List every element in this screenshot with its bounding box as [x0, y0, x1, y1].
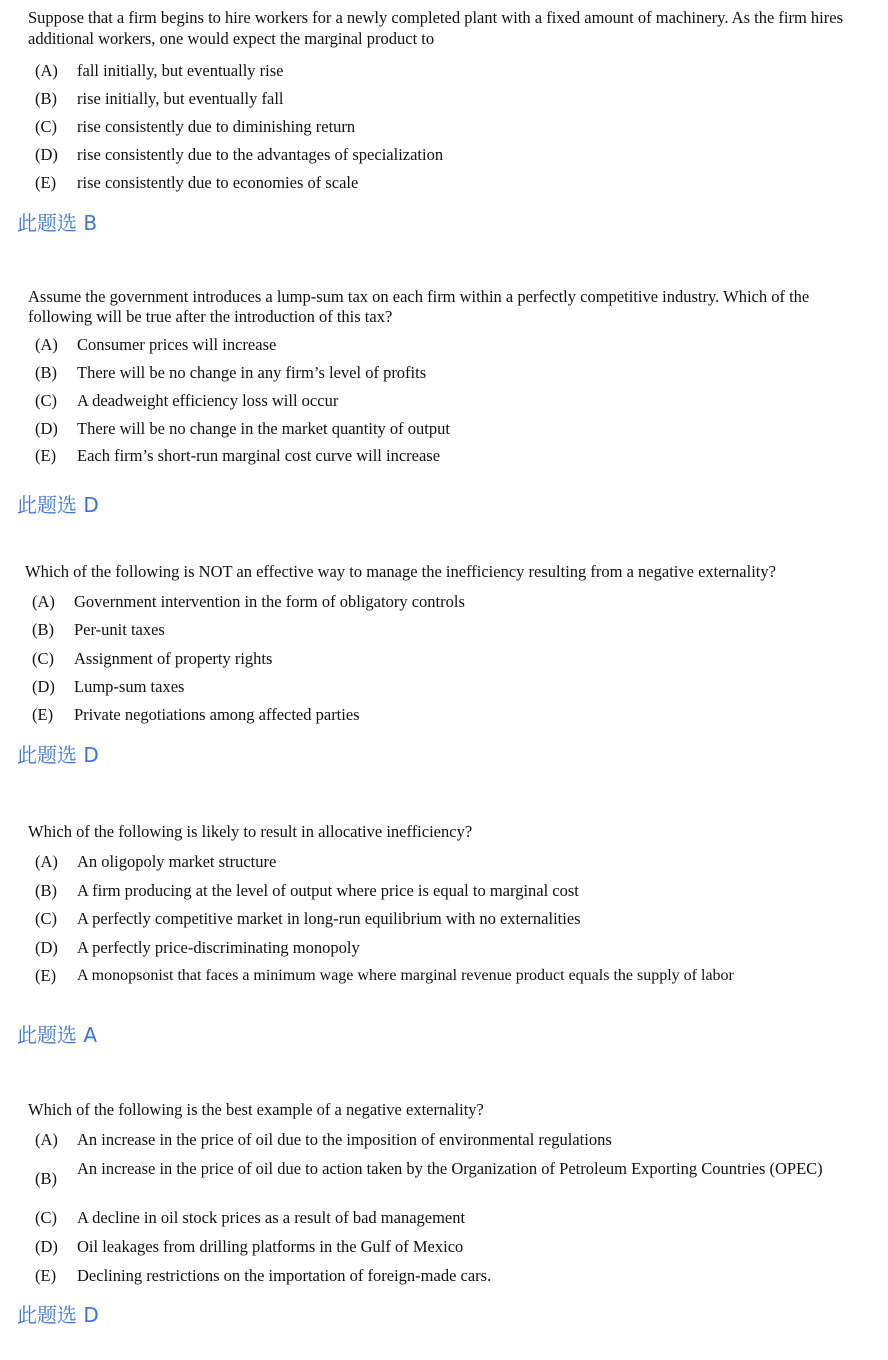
question-1-option-b — [35, 89, 855, 109]
question-4-option-a — [35, 852, 865, 872]
option-letter: (D) — [35, 145, 58, 164]
question-5-option-a — [35, 1130, 855, 1150]
option-letter: (A) — [35, 61, 58, 80]
question-1-option-c — [35, 117, 855, 137]
question-4-option-b — [35, 881, 865, 901]
option-letter: (A) — [35, 852, 58, 871]
option-letter: (C) — [35, 391, 57, 410]
option-text: A perfectly competitive market in long-run equilibrium with no externalities — [77, 909, 581, 928]
option-text: An increase in the price of oil due to action taken by the Organization of Petroleum Exporting Countries (OPEC) — [77, 1159, 823, 1178]
option-text: Consumer prices will increase — [77, 335, 277, 354]
option-text: Assignment of property rights — [74, 649, 273, 668]
option-text: Per-unit taxes — [74, 620, 165, 639]
question-5-option-b — [35, 1159, 845, 1189]
question-3-option-b — [32, 620, 852, 640]
option-letter: (D) — [35, 419, 58, 438]
option-letter: (B) — [35, 363, 57, 382]
option-text: rise consistently due to diminishing return — [77, 117, 356, 136]
option-letter: (E) — [32, 705, 54, 724]
option-letter: (A) — [35, 335, 58, 354]
question-2-option-d — [35, 419, 855, 439]
option-text: Oil leakages from drilling platforms in the Gulf of Mexico — [77, 1237, 464, 1256]
question-4-stem: Which of the following is likely to result in allocative inefficiency? — [28, 822, 473, 841]
option-text: fall initially, but eventually rise — [77, 61, 284, 80]
option-letter: (B) — [35, 89, 57, 108]
option-letter: (E) — [35, 1266, 57, 1285]
question-5-option-d — [35, 1237, 855, 1257]
option-letter: (D) — [32, 677, 55, 696]
option-letter: (C) — [32, 649, 54, 668]
option-text: A firm producing at the level of output where price is equal to marginal cost — [77, 881, 579, 900]
option-text: A decline in oil stock prices as a result of bad management — [77, 1208, 466, 1227]
option-text: rise consistently due to the advantages of specialization — [77, 145, 444, 164]
option-letter: (E) — [35, 446, 57, 465]
option-text: A perfectly price-discriminating monopoly — [77, 938, 360, 957]
question-3-answer: 此题选 D — [17, 743, 99, 767]
option-letter: (B) — [35, 881, 57, 900]
option-letter: (A) — [32, 592, 55, 611]
option-letter: (C) — [35, 117, 57, 136]
option-letter: (E) — [35, 966, 57, 985]
option-letter: (C) — [35, 1208, 57, 1227]
option-letter: (B) — [32, 620, 54, 639]
question-4-option-c — [35, 909, 865, 929]
question-3-option-e — [32, 705, 852, 725]
option-text: rise initially, but eventually fall — [77, 89, 284, 108]
question-4-option-d — [35, 938, 865, 958]
question-2-option-b — [35, 363, 855, 383]
question-2-stem: Assume the government introduces a lump-sum tax on each firm within a perfectly competitive industry. Which of the following will be true after the introduction of this tax? — [28, 287, 810, 326]
question-5-stem: Which of the following is the best example of a negative externality? — [28, 1100, 484, 1119]
question-2-option-e — [35, 446, 855, 466]
option-text: There will be no change in the market quantity of output — [77, 419, 450, 438]
question-1-option-a — [35, 61, 855, 81]
question-1-option-e — [35, 173, 855, 193]
option-text: Private negotiations among affected parties — [74, 705, 360, 724]
question-5-option-c — [35, 1208, 855, 1228]
question-2-option-a — [35, 335, 855, 355]
option-letter: (A) — [35, 1130, 58, 1149]
question-4-option-e — [35, 966, 875, 986]
option-letter: (B) — [35, 1169, 57, 1188]
option-letter: (C) — [35, 909, 57, 928]
option-text: An oligopoly market structure — [77, 852, 277, 871]
option-text: Lump-sum taxes — [74, 677, 185, 696]
question-2-option-c — [35, 391, 855, 411]
option-text: rise consistently due to economies of scale — [77, 173, 359, 192]
question-5-option-e — [35, 1266, 855, 1286]
question-5-answer: 此题选 D — [17, 1303, 99, 1327]
question-1-option-d — [35, 145, 855, 165]
question-4-answer: 此题选 A — [17, 1023, 98, 1047]
option-text: Government intervention in the form of obligatory controls — [74, 592, 465, 611]
question-3-stem: Which of the following is NOT an effective way to manage the inefficiency resulting from a negative externality? — [25, 562, 776, 581]
question-3-option-a — [32, 592, 852, 612]
option-text: A deadweight efficiency loss will occur — [77, 391, 339, 410]
question-2-answer: 此题选 D — [17, 493, 99, 517]
option-text: A monopsonist that faces a minimum wage where marginal revenue product equals the supply of labor — [77, 967, 734, 984]
option-text: Each firm’s short-run marginal cost curve will increase — [77, 446, 441, 465]
question-1-stem: Suppose that a firm begins to hire workers for a newly completed plant with a fixed amount of machinery. As the firm hires additional workers, one would expect the marginal product to — [28, 8, 844, 48]
option-letter: (E) — [35, 173, 57, 192]
option-text: An increase in the price of oil due to the imposition of environmental regulations — [77, 1130, 612, 1149]
option-text: Declining restrictions on the importation of foreign-made cars. — [77, 1266, 492, 1285]
option-letter: (D) — [35, 1237, 58, 1256]
question-3-option-d — [32, 677, 852, 697]
option-letter: (D) — [35, 938, 58, 957]
question-1-answer: 此题选 B — [17, 211, 98, 235]
option-text: There will be no change in any firm’s level of profits — [77, 363, 427, 382]
question-3-option-c — [32, 649, 852, 669]
